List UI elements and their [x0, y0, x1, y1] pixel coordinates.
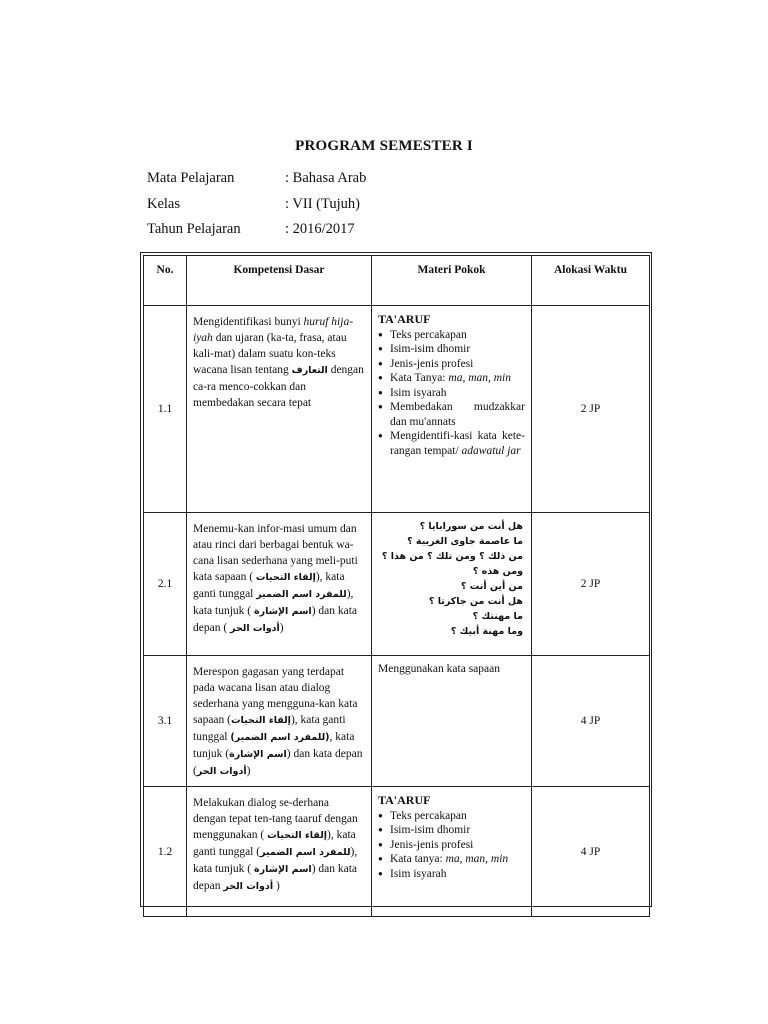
kd-arabic: التعارف [291, 365, 328, 376]
list-item-text: Mengidentifi-kasi kata kete-rangan tempat/ [390, 430, 525, 457]
kd-arabic: أدوات الحر [196, 766, 247, 777]
list-item [378, 371, 525, 386]
table-row [144, 513, 650, 656]
kd-text: ), kata tunjuk ( [193, 588, 354, 617]
alokasi-cell: 4 JP [532, 787, 650, 917]
materi-cell [372, 787, 532, 917]
kd-text: ) dan kata depan ( [193, 748, 363, 777]
column-header-materi: Materi Pokok [372, 256, 532, 306]
kata-tanya-italic: ma, man, min [448, 372, 512, 384]
alokasi-cell: 2 JP [532, 513, 650, 656]
meta-value: : 2016/2017 [285, 221, 355, 237]
meta-label: Mata Pelajaran [147, 170, 235, 186]
column-header-no: No. [144, 256, 187, 306]
kompetensi-cell [187, 306, 372, 513]
kompetensi-cell [187, 513, 372, 656]
list-item-italic: adawatul jar [461, 444, 521, 457]
column-header-kompetensi: Kompetensi Dasar [187, 256, 372, 306]
kd-arabic: أدوات الحر [223, 881, 274, 892]
kd-text: Menemu-kan infor-masi umum dan atau rinci dari berbagai bentuk wa-cana lisan sederhana yang meli-puti kata sapaan ( [193, 523, 358, 583]
materi-list [378, 809, 525, 882]
alokasi-cell: 2 JP [532, 306, 650, 513]
arabic-question: من ذلك ؟ ومن تلك ؟ من هذا ؟ ومن هذه ؟ [381, 551, 523, 577]
materi-cell [372, 306, 532, 513]
kd-arabic: إلقاء التحيات [267, 830, 328, 841]
materi-cell-arabic [372, 513, 532, 656]
list-item: ● Teks percakapan [378, 809, 525, 824]
kd-text: dan ujaran (ka-ta, frasa, atau kali-mat) dalam suatu kon-teks wacana lisan tentang [193, 332, 347, 376]
kd-text: , kata tunjuk ( [193, 731, 355, 760]
arabic-question: ما عاصمة جاوى الغربية ؟ [407, 536, 523, 547]
kd-text: dengan ca-ra menco-cokkan dan membedakan secara tepat [193, 364, 364, 409]
kd-arabic: اسم الإشارة [229, 749, 287, 760]
page-title: PROGRAM SEMESTER I [295, 138, 473, 154]
list-item: ● Isim-isim dhomir [378, 342, 525, 357]
kd-text: ), kata ganti tunggal [193, 714, 346, 743]
table-header-row [144, 256, 650, 306]
kompetensi-cell [187, 656, 372, 787]
kompetensi-cell [187, 787, 372, 917]
list-item [378, 852, 525, 867]
kd-arabic: للمفرد اسم الضمير [256, 589, 347, 600]
arabic-question: هل أنت من جاكرتا ؟ [428, 596, 523, 607]
kd-text: ) [273, 880, 280, 892]
arabic-question: من أين أنت ؟ [460, 581, 523, 592]
meta-row-class [147, 196, 447, 216]
table-row [144, 306, 650, 513]
row-number: 3.1 [144, 656, 187, 787]
kd-italic: huruf hija-iyah [193, 316, 354, 344]
list-item [378, 429, 525, 458]
arabic-question: وما مهنة أبيك ؟ [450, 626, 523, 637]
kd-text: ), kata tunjuk ( [193, 846, 358, 875]
kata-tanya-label: Kata tanya: [390, 853, 446, 865]
materi-list [378, 328, 525, 459]
kd-arabic: إلقاء التحيات [255, 572, 316, 583]
kd-arabic: للمفرد اسم الضمير [260, 847, 351, 858]
meta-value: : VII (Tujuh) [285, 196, 360, 212]
table-row [144, 787, 650, 917]
kd-arabic: اسم الإشارة [254, 606, 312, 617]
row-number: 2.1 [144, 513, 187, 656]
kata-tanya-label: Kata Tanya: [390, 372, 449, 384]
arabic-question: ما مهنتك ؟ [472, 611, 523, 622]
list-item: ● Jenis-jenis profesi [378, 357, 525, 372]
kd-text: Merespon gagasan yang terdapat pada wacana lisan atau dialog sederhana yang mengguna-kan kata sapaan ( [193, 666, 358, 726]
row-number: 1.1 [144, 306, 187, 513]
arabic-question: هل أنت من سورابايا ؟ [419, 521, 523, 532]
kd-text: Melakukan dialog se-derhana dengan tepat ten-tang taaruf dengan menggunakan ( [193, 797, 358, 841]
list-item: ● Isim-isim dhomir [378, 823, 525, 838]
kd-arabic: أدوات الحر [230, 623, 280, 634]
kata-tanya-italic: ma, man, min [445, 853, 509, 865]
alokasi-cell: 4 JP [532, 656, 650, 787]
kd-arabic: إلقاء التحيات [231, 715, 291, 726]
kd-text: ) dan kata depan ( [193, 605, 358, 634]
kd-text: ) [279, 622, 284, 634]
meta-row-subject [147, 170, 447, 190]
meta-row-year [147, 221, 447, 241]
meta-label: Tahun Pelajaran [147, 221, 241, 237]
materi-heading: TA'ARUF [378, 793, 431, 807]
materi-text: Menggunakan kata sapaan [378, 663, 500, 675]
kd-arabic: اسم الإشارة [254, 864, 312, 875]
column-header-alokasi: Alokasi Waktu [532, 256, 650, 306]
kd-text: ), kata ganti tunggal [193, 571, 345, 600]
kd-arabic: (للمفرد اسم الضمير) [230, 732, 330, 743]
semester-program-table [143, 255, 650, 917]
meta-value: : Bahasa Arab [285, 170, 367, 186]
kd-text: ), kata ganti tunggal ( [193, 829, 356, 858]
list-item: ● Isim isyarah [378, 867, 525, 882]
row-number: 1.2 [144, 787, 187, 917]
list-item: ● Jenis-jenis profesi [378, 838, 525, 853]
kd-text: ) [246, 765, 251, 777]
materi-heading: TA'ARUF [378, 312, 431, 326]
kd-text: ) dan kata depan [193, 863, 358, 892]
kd-text: Mengidentifikasi bunyi [193, 316, 304, 328]
table-row [144, 656, 650, 787]
meta-label: Kelas [147, 196, 181, 212]
materi-cell [372, 656, 532, 787]
list-item: ● Isim isyarah [378, 386, 525, 401]
list-item: ● Teks percakapan [378, 328, 525, 343]
list-item: ● Membedakan mudzakkar dan mu'annats [378, 400, 525, 429]
